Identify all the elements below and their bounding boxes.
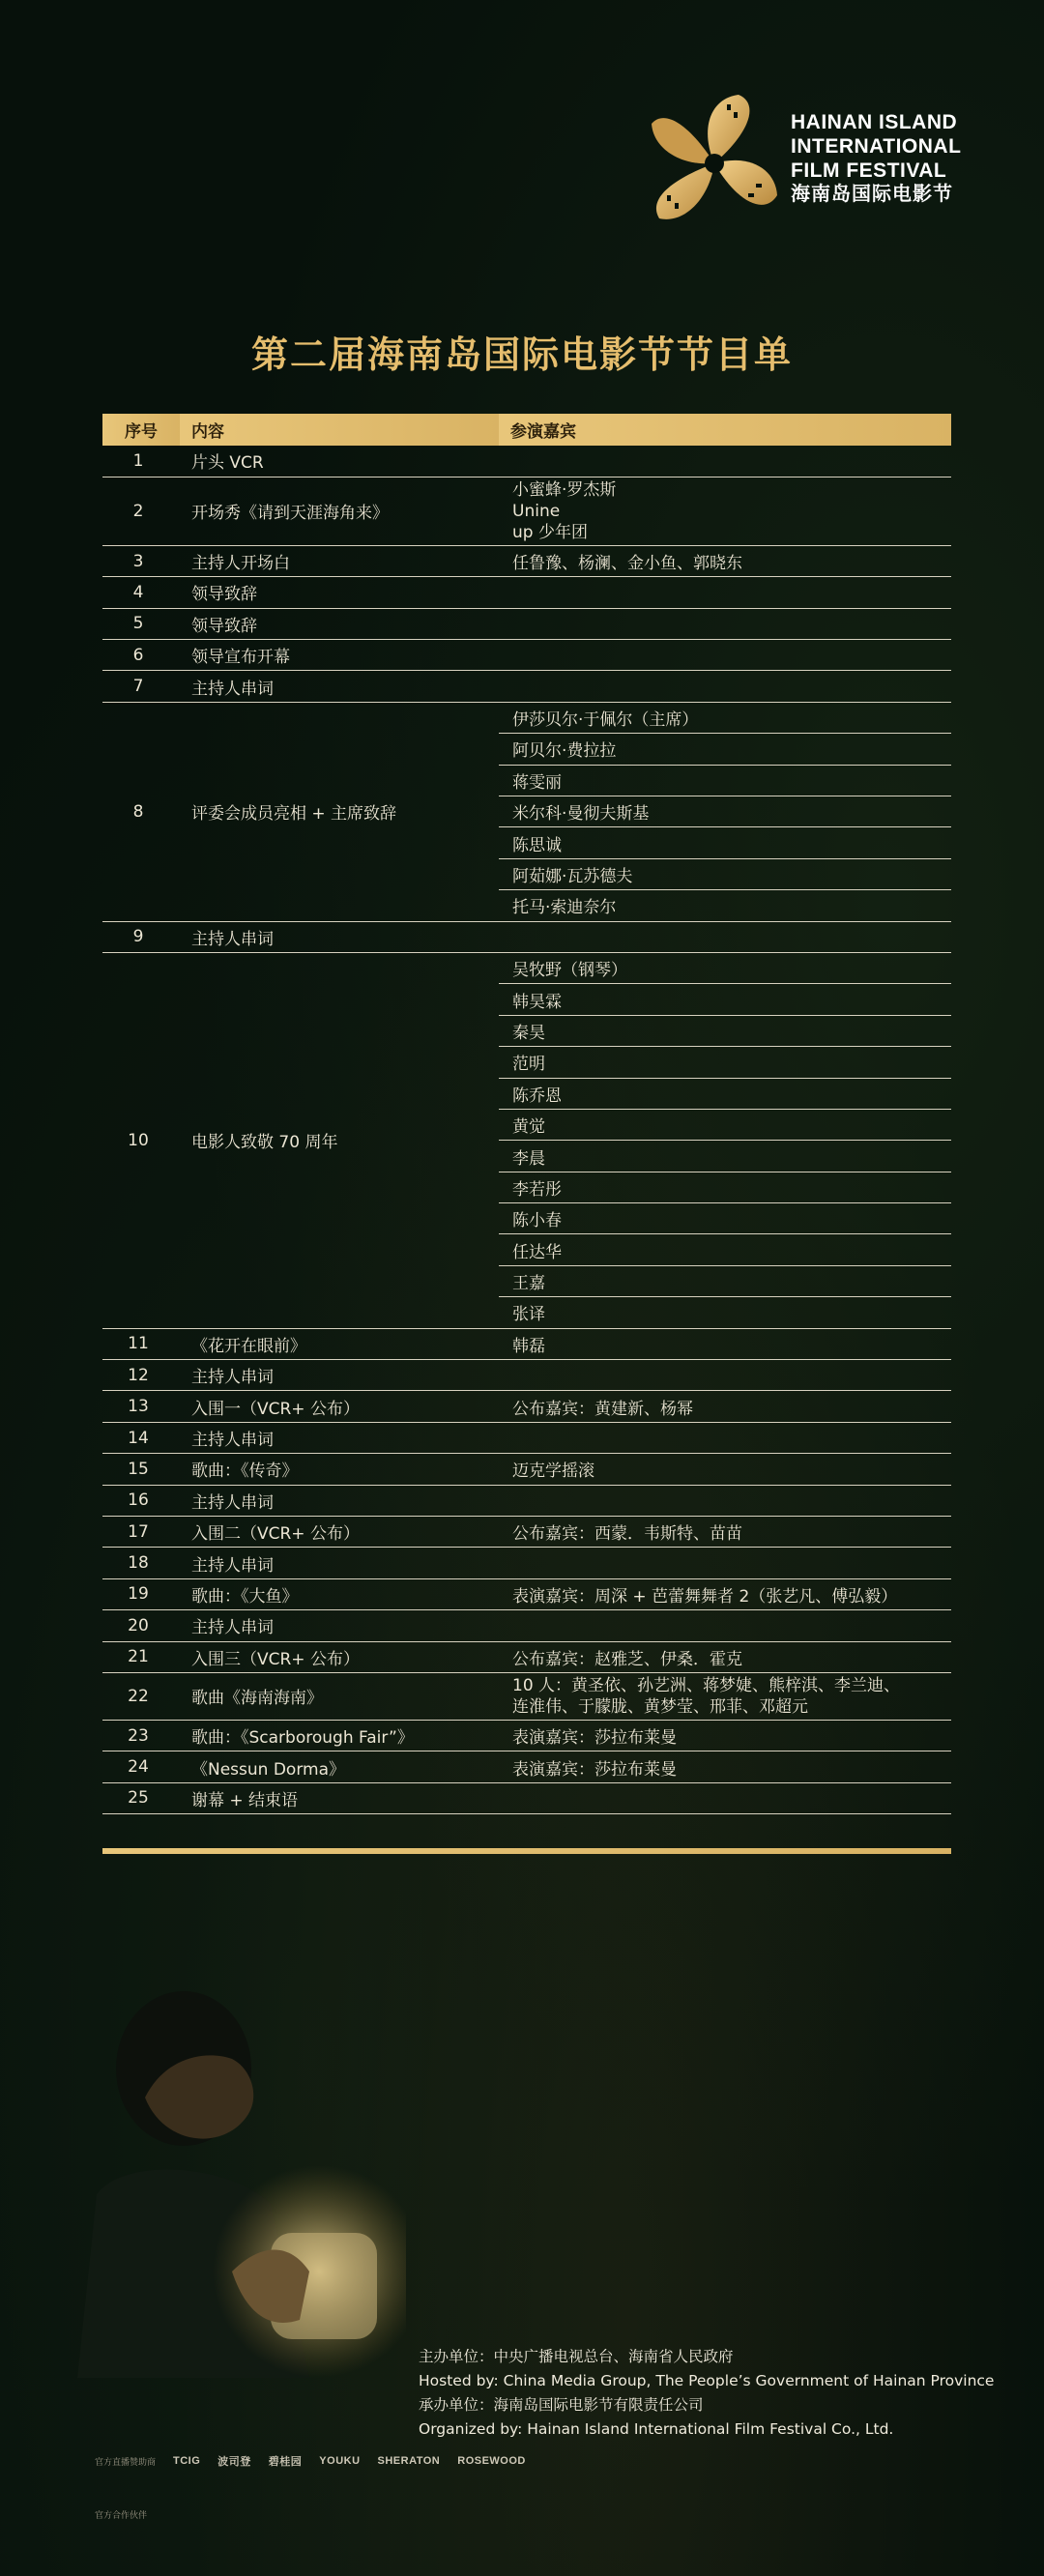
row-number: 4 (102, 577, 180, 608)
row-number: 19 (102, 1578, 180, 1609)
row-guest: 公布嘉宾：黄建新、杨幂 (499, 1391, 951, 1422)
film-reel-flower-icon (642, 91, 787, 236)
row-number: 7 (102, 671, 180, 702)
sponsors-row (95, 2453, 965, 2469)
row-guest: 蒋雯丽 (499, 765, 951, 796)
row-content: 电影人致敬 70 周年 (180, 952, 499, 1328)
row-guest: 陈思诚 (499, 827, 951, 858)
festival-name-en-3: FILM FESTIVAL (791, 159, 947, 182)
sponsors-label: 官方直播赞助商 (95, 2456, 157, 2467)
row-guest (499, 1360, 951, 1391)
row-number: 16 (102, 1485, 180, 1516)
row-content: 《Nessun Dorma》 (180, 1751, 499, 1782)
row-content: 领导致辞 (180, 577, 499, 608)
table-row (102, 1548, 951, 1578)
row-content: 歌曲：《大鱼》 (180, 1578, 499, 1609)
table-row (102, 545, 951, 576)
host-cn: 主办单位：中央广播电视总台、海南省人民政府 (419, 2348, 734, 2365)
row-number: 20 (102, 1610, 180, 1641)
festival-logo (642, 91, 971, 236)
row-guest: 阿贝尔·费拉拉 (499, 734, 951, 765)
row-guest (499, 608, 951, 639)
table-header-row (102, 414, 951, 446)
table-row (102, 952, 951, 983)
table-row (102, 671, 951, 702)
boy-with-jar-photo (39, 1953, 406, 2378)
row-guest: 李若彤 (499, 1172, 951, 1202)
table-row (102, 477, 951, 545)
row-guest (499, 671, 951, 702)
row-guest (499, 446, 951, 477)
row-number: 10 (102, 952, 180, 1328)
row-number: 18 (102, 1548, 180, 1578)
table-end-bar (102, 1848, 951, 1854)
row-content: 主持人串词 (180, 1360, 499, 1391)
row-guest: 迈克学摇滚 (499, 1454, 951, 1485)
row-content: 主持人串词 (180, 1548, 499, 1578)
row-content: 主持人串词 (180, 1610, 499, 1641)
row-content: 入围一（VCR+ 公布） (180, 1391, 499, 1422)
row-content: 《花开在眼前》 (180, 1328, 499, 1359)
row-number: 3 (102, 545, 180, 576)
row-content: 领导致辞 (180, 608, 499, 639)
table-row (102, 1517, 951, 1548)
row-guest: 王嘉 (499, 1265, 951, 1296)
row-guest (499, 921, 951, 952)
table-row (102, 446, 951, 477)
row-guest: 秦昊 (499, 1015, 951, 1046)
row-guest: 黄觉 (499, 1109, 951, 1140)
row-content: 片头 VCR (180, 446, 499, 477)
row-number: 24 (102, 1751, 180, 1782)
row-guest: 小蜜蜂·罗杰斯 Unine up 少年团 (499, 477, 951, 545)
row-content: 歌曲：《Scarborough Fair”》 (180, 1720, 499, 1751)
table-row (102, 1751, 951, 1782)
festival-name-en-1: HAINAN ISLAND (791, 111, 958, 133)
row-guest: 吴牧野（钢琴） (499, 952, 951, 983)
row-guest (499, 1610, 951, 1641)
partners-row (95, 2508, 965, 2521)
program-table-body (102, 446, 951, 1814)
row-guest: 托马·索迪奈尔 (499, 890, 951, 921)
row-guest: 陈乔恩 (499, 1078, 951, 1109)
row-guest: 范明 (499, 1047, 951, 1078)
table-row (102, 640, 951, 671)
row-number: 8 (102, 702, 180, 921)
row-guest (499, 577, 951, 608)
table-row (102, 1422, 951, 1453)
row-guest: 任达华 (499, 1234, 951, 1265)
row-number: 1 (102, 446, 180, 477)
row-number: 9 (102, 921, 180, 952)
row-content: 入围三（VCR+ 公布） (180, 1641, 499, 1672)
row-guest: 韩昊霖 (499, 984, 951, 1015)
row-content: 入围二（VCR+ 公布） (180, 1517, 499, 1548)
table-row (102, 1485, 951, 1516)
table-row (102, 1328, 951, 1359)
row-content: 主持人串词 (180, 671, 499, 702)
table-row (102, 608, 951, 639)
table-row (102, 1720, 951, 1751)
row-guest (499, 1548, 951, 1578)
row-guest: 张译 (499, 1297, 951, 1328)
table-row (102, 577, 951, 608)
table-row (102, 702, 951, 733)
sponsor-logo: YOUKU (319, 2455, 361, 2467)
sponsor-logo: SHERATON (377, 2455, 441, 2467)
row-number: 25 (102, 1782, 180, 1813)
table-row (102, 1782, 951, 1813)
page-title: 第二届海南岛国际电影节节目单 (250, 333, 793, 376)
festival-name (791, 110, 961, 207)
row-number: 17 (102, 1517, 180, 1548)
table-row (102, 921, 951, 952)
header-guests: 参演嘉宾 (499, 414, 951, 446)
sponsor-logo: ROSEWOOD (457, 2455, 526, 2467)
row-content: 歌曲《海南海南》 (180, 1672, 499, 1720)
festival-name-en-2: INTERNATIONAL (791, 135, 962, 158)
row-content: 评委会成员亮相 + 主席致辞 (180, 702, 499, 921)
sponsor-logo: 碧桂园 (268, 2456, 303, 2468)
row-content: 主持人串词 (180, 1485, 499, 1516)
row-number: 12 (102, 1360, 180, 1391)
row-guest (499, 640, 951, 671)
row-number: 6 (102, 640, 180, 671)
row-content: 谢幕 + 结束语 (180, 1782, 499, 1813)
row-number: 22 (102, 1672, 180, 1720)
row-guest (499, 1485, 951, 1516)
row-content: 主持人开场白 (180, 545, 499, 576)
header-content: 内容 (180, 414, 499, 446)
row-number: 5 (102, 608, 180, 639)
table-row (102, 1454, 951, 1485)
organizer-en: Organized by: Hainan Island International Film Festival Co., Ltd. (419, 2420, 894, 2438)
row-guest: 公布嘉宾：西蒙．韦斯特、苗苗 (499, 1517, 951, 1548)
sponsor-logo: TCIG (173, 2455, 201, 2467)
row-guest: 10 人：黄圣依、孙艺洲、蒋梦婕、熊梓淇、李兰迪、 连淮伟、于朦胧、黄梦莹、邢菲、邓超元 (499, 1672, 951, 1720)
row-content: 主持人串词 (180, 1422, 499, 1453)
table-row (102, 1672, 951, 1720)
row-number: 2 (102, 477, 180, 545)
row-guest: 阿茹娜·瓦苏德夫 (499, 858, 951, 889)
host-en: Hosted by: China Media Group, The People’s Government of Hainan Province (419, 2372, 995, 2389)
sponsor-logo: 波司登 (218, 2456, 251, 2468)
table-row (102, 1610, 951, 1641)
row-guest: 表演嘉宾：周深 + 芭蕾舞舞者 2（张艺凡、傅弘毅） (499, 1578, 951, 1609)
row-guest: 任鲁豫、杨澜、金小鱼、郭晓东 (499, 545, 951, 576)
row-guest: 韩磊 (499, 1328, 951, 1359)
row-content: 歌曲：《传奇》 (180, 1454, 499, 1485)
row-number: 11 (102, 1328, 180, 1359)
row-guest: 米尔科·曼彻夫斯基 (499, 796, 951, 827)
row-guest: 伊莎贝尔·于佩尔（主席） (499, 702, 951, 733)
row-guest: 表演嘉宾：莎拉布莱曼 (499, 1720, 951, 1751)
festival-name-cn: 海南岛国际电影节 (791, 184, 953, 205)
row-number: 14 (102, 1422, 180, 1453)
program-table (102, 414, 951, 1814)
row-guest: 公布嘉宾：赵雅芝、伊桑．霍克 (499, 1641, 951, 1672)
organizers-block (419, 2345, 994, 2442)
row-guest: 陈小春 (499, 1203, 951, 1234)
row-guest: 李晨 (499, 1141, 951, 1172)
row-guest (499, 1422, 951, 1453)
table-row (102, 1360, 951, 1391)
table-row (102, 1578, 951, 1609)
row-content: 主持人串词 (180, 921, 499, 952)
row-guest (499, 1782, 951, 1813)
row-number: 15 (102, 1454, 180, 1485)
partners-label: 官方合作伙伴 (95, 2510, 148, 2520)
row-number: 13 (102, 1391, 180, 1422)
row-content: 开场秀《请到天涯海角来》 (180, 477, 499, 545)
table-row (102, 1641, 951, 1672)
row-number: 21 (102, 1641, 180, 1672)
row-number: 23 (102, 1720, 180, 1751)
row-guest: 表演嘉宾：莎拉布莱曼 (499, 1751, 951, 1782)
row-content: 领导宣布开幕 (180, 640, 499, 671)
table-row (102, 1391, 951, 1422)
header-no: 序号 (102, 414, 180, 446)
organizer-cn: 承办单位：海南岛国际电影节有限责任公司 (419, 2396, 704, 2414)
